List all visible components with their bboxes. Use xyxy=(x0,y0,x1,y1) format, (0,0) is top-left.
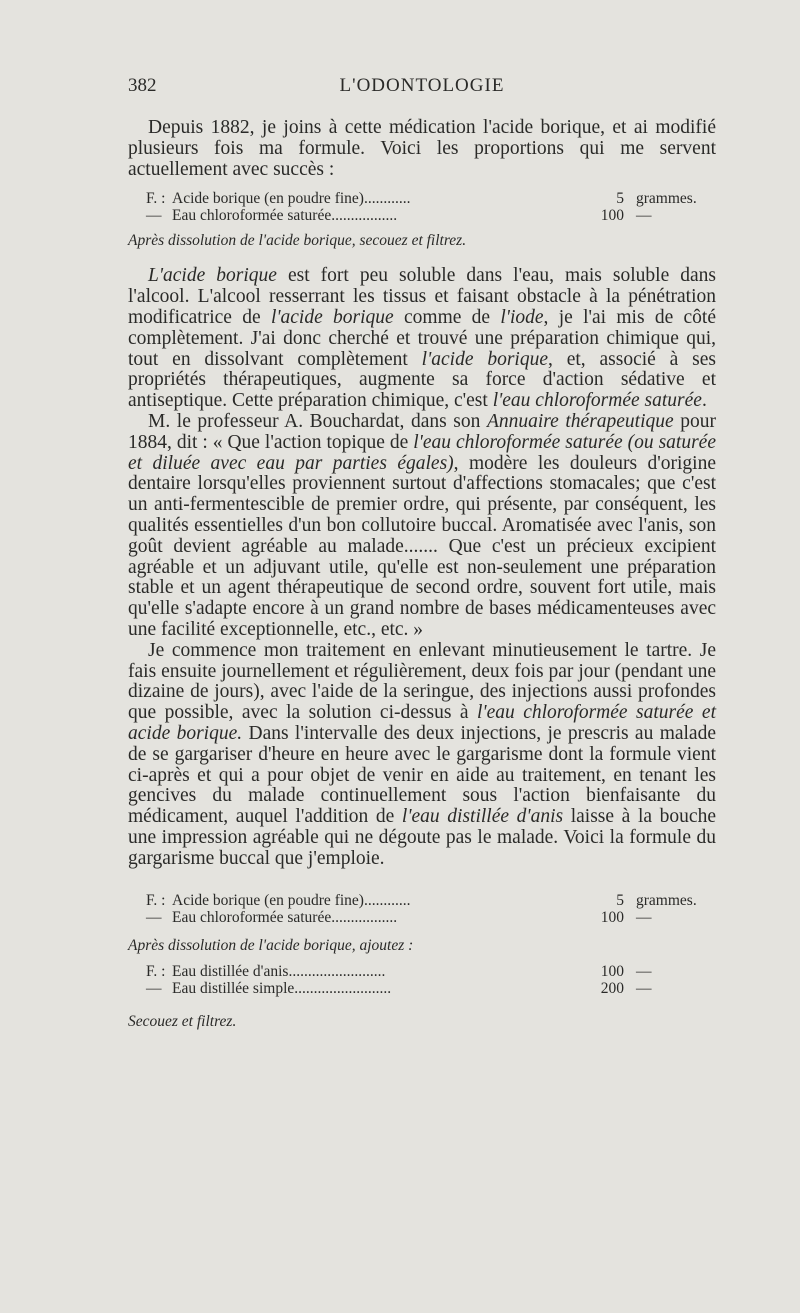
italic-term: L'acide borique xyxy=(148,265,277,287)
italic-term: l'eau chloroformée saturée (ou saturée et diluée avec eau par parties égales) xyxy=(128,431,716,474)
formula-ingredient: Acide borique (en poudre fine) xyxy=(172,891,364,909)
formula-2 xyxy=(128,892,716,926)
italic-term: l'iode xyxy=(500,306,544,328)
formula-prefix: F. : xyxy=(146,891,166,909)
formula-2-note: Après dissolution de l'acide borique, ajoutez : xyxy=(128,936,414,954)
formula-prefix: — xyxy=(146,908,162,926)
page-body xyxy=(128,118,716,1031)
text-run: M. le professeur A. Bouchardat, dans son xyxy=(148,410,487,432)
formula-unit: grammes. xyxy=(636,891,697,909)
text-run: est fort peu soluble dans l'eau, mais soluble dans l'alcool. L'alcool resserrant les tissus et faisant obstacle à la pénétration modificatrice de xyxy=(128,265,717,328)
text-run: . xyxy=(701,390,707,412)
text-run: laisse à la bouche une impression agréable qui ne dégoute pas le malade. Voici la formule du gargarisme buccal que j'emploie. xyxy=(128,806,716,869)
formula-qty: 5 xyxy=(616,891,624,909)
formula-row xyxy=(128,980,716,997)
formula-row xyxy=(128,190,716,207)
paragraph-traitement xyxy=(128,641,716,870)
text-run: Je commence mon traitement en enlevant minutieusement le tartre. Je fais ensuite journellement et régulièrement, deux fois par jour (pendant une dizaine de jours), avec l'aide de la seringue, des injections aussi profondes que possible, avec la solution ci-dessus à xyxy=(128,639,716,724)
formula-1 xyxy=(128,190,716,224)
formula-row xyxy=(128,207,716,224)
formula-unit: — xyxy=(636,908,652,926)
formula-ingredient: Acide borique (en poudre fine) xyxy=(172,190,364,208)
formula-ingredient: Eau chloroformée saturée xyxy=(172,207,332,225)
formula-dots: ................. xyxy=(331,207,398,225)
formula-row xyxy=(128,909,716,926)
italic-term: l'acide borique xyxy=(421,348,548,370)
formula-ingredient: Eau distillée d'anis xyxy=(172,962,289,980)
page-header xyxy=(128,75,716,101)
formula-dots: ......................... xyxy=(294,979,392,997)
formula-qty: 100 xyxy=(600,908,624,926)
formula-qty: 100 xyxy=(600,962,624,980)
formula-row xyxy=(128,892,716,909)
text-run: Dans l'intervalle des deux injections, je prescris au malade de se gargariser d'heure en heure avec le gargarisme dont la formule vient ci-après et qui a pour objet de venir en aide au traitement, en tenant les gencives du malade continuellement sous l'action bienfaisante du médicament, auquel l'addition de xyxy=(128,722,716,828)
formula-unit: grammes. xyxy=(636,190,697,208)
formula-row xyxy=(128,963,716,980)
formula-dots: ............ xyxy=(363,891,411,909)
text-run: pour 1884, dit : « Que l'action topique de xyxy=(128,410,716,453)
italic-term: l'eau distillée d'anis xyxy=(401,806,564,828)
formula-2-additions xyxy=(128,963,716,997)
formula-unit: — xyxy=(636,962,652,980)
formula-dots: ............ xyxy=(363,190,411,208)
formula-ingredient: Eau chloroformée saturée xyxy=(172,908,332,926)
formula-prefix: — xyxy=(146,979,162,997)
paragraph-bouchardat xyxy=(128,412,716,641)
text-run: , et, associé à ses propriétés thérapeutiques, augmente sa force d'action sédative et antiseptique. Cette préparation chimique, c'est xyxy=(128,348,716,412)
formula-unit: — xyxy=(636,207,652,225)
italic-term: l'eau chloroformée saturée et acide borique. xyxy=(128,702,716,744)
text-run: comme de xyxy=(393,306,501,328)
formula-ingredient: Eau distillée simple xyxy=(172,979,295,997)
intro-paragraph: Depuis 1882, je joins à cette médication l'acide borique, et ai modifié plusieurs fois ma formule. Voici les proportions qui me servent actuellement avec succès : xyxy=(128,117,716,180)
page-number: 382 xyxy=(128,75,157,96)
italic-term: l'acide borique xyxy=(270,306,394,328)
formula-prefix: — xyxy=(146,207,162,225)
formula-dots: ......................... xyxy=(288,962,386,980)
formula-qty: 100 xyxy=(600,207,624,225)
text-run: , je l'ai mis de côté complètement. J'ai donc cherché et trouvé une préparation chimique qui, tout en dissolvant complètement xyxy=(128,306,716,370)
formula-1-note: Après dissolution de l'acide borique, secouez et filtrez. xyxy=(128,232,467,250)
italic-term: l'eau chloroformée saturée xyxy=(492,390,702,412)
text-run: , modère les douleurs d'origine dentaire lorsqu'elles proviennent surtout d'affections stomacales; que c'est un anti-fermentescible de premier ordre, qui présente, par conséquent, les qualités essentielles d'un bon collutoire buccal. Aromatisée avec l'anis, son goût devient agréable au malade....... Que c'est un précieux excipient agréable et un adjuvant utile, qu'elle est non-seulement une préparation stable et un agent thérapeutique de second ordre, souvent fort utile, mais qu'elle s'adapte encore à un grand nombre de bases médicamenteuses avec une facilité exceptionnelle, etc., etc. » xyxy=(128,452,717,640)
formula-qty: 5 xyxy=(616,190,624,208)
formula-dots: ................. xyxy=(331,908,398,926)
running-title: L'ODONTOLOGIE xyxy=(339,75,505,96)
formula-prefix: F. : xyxy=(146,962,166,980)
formula-prefix: F. : xyxy=(146,190,166,208)
formula-unit: — xyxy=(636,979,652,997)
italic-term: Annuaire thérapeutique xyxy=(486,410,674,432)
paragraph-acide-borique xyxy=(128,266,716,412)
formula-qty: 200 xyxy=(600,979,624,997)
closing-instruction: Secouez et filtrez. xyxy=(128,1012,237,1030)
